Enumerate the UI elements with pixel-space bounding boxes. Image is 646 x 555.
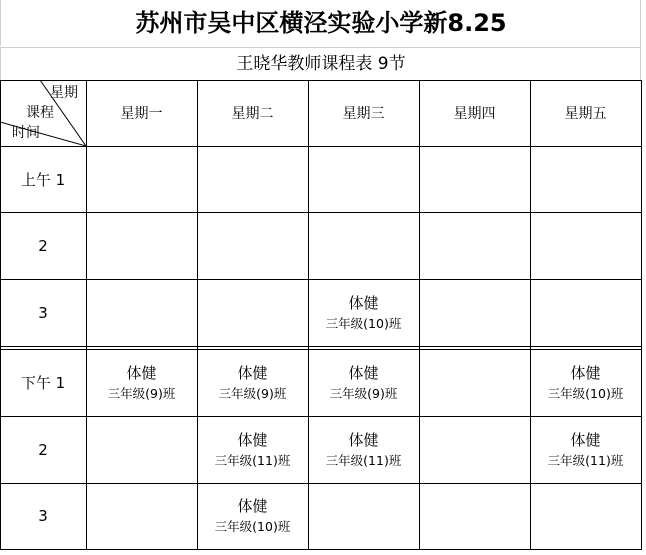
- corner-label-time: 时间: [12, 125, 40, 141]
- period-label: 3: [38, 507, 48, 525]
- lesson-cell: [86, 349, 197, 416]
- grid-hline: [0, 212, 642, 213]
- class-name: 三年级(10)班: [547, 385, 624, 401]
- grid-vline: [86, 80, 87, 550]
- class-name: 三年级(9)班: [107, 385, 176, 401]
- course-name: 体健: [237, 497, 268, 515]
- grid-vline: [641, 80, 642, 550]
- course-name: 体健: [348, 363, 379, 382]
- lesson-cell: [530, 349, 641, 416]
- class-name: 三年级(11)班: [325, 452, 402, 468]
- class-name: 三年级(10)班: [214, 519, 291, 534]
- course-name: 体健: [348, 430, 379, 449]
- class-name: 三年级(11)班: [214, 452, 291, 468]
- day-header: 星期四: [453, 106, 496, 122]
- corner-label-weekday: 星期: [50, 85, 78, 101]
- header-corner: [0, 80, 86, 146]
- lesson-cell: [308, 349, 419, 416]
- period-label: 2: [38, 236, 48, 255]
- schedule-subtitle: 王晓华教师课程表 9节: [0, 47, 641, 80]
- grid-hline: [0, 146, 642, 147]
- day-header: 星期三: [342, 106, 385, 122]
- lesson-cell: [197, 349, 308, 416]
- course-name: 体健: [237, 430, 268, 449]
- class-name: 三年级(11)班: [547, 452, 624, 468]
- course-name: 体健: [570, 430, 601, 449]
- lesson-cell: [197, 483, 308, 549]
- class-name: 三年级(9)班: [329, 385, 398, 401]
- course-name: 体健: [348, 293, 379, 312]
- period-label: 上午 1: [20, 170, 66, 189]
- grid-hline: [0, 483, 642, 484]
- grid-vline: [419, 80, 420, 550]
- lesson-cell: [308, 279, 419, 346]
- lesson-cell: [197, 416, 308, 483]
- school-title: 苏州市吴中区横泾实验小学新8.25: [0, 0, 641, 46]
- day-header: 星期二: [231, 106, 274, 122]
- day-header: 星期五: [564, 106, 607, 122]
- grid-hline-am-end: [0, 346, 642, 347]
- grid-hline: [0, 549, 642, 550]
- corner-label-course: 课程: [26, 105, 54, 121]
- period-label: 3: [38, 303, 48, 322]
- course-name: 体健: [126, 363, 157, 382]
- period-label: 下午 1: [20, 374, 66, 392]
- sheet-edge: [640, 0, 641, 80]
- day-header: 星期一: [120, 106, 163, 122]
- course-name: 体健: [237, 363, 268, 382]
- class-name: 三年级(10)班: [325, 315, 402, 331]
- period-label: 2: [38, 440, 48, 459]
- lesson-cell: [530, 416, 641, 483]
- lesson-cell: [308, 416, 419, 483]
- course-name: 体健: [570, 363, 601, 382]
- class-name: 三年级(9)班: [218, 385, 287, 401]
